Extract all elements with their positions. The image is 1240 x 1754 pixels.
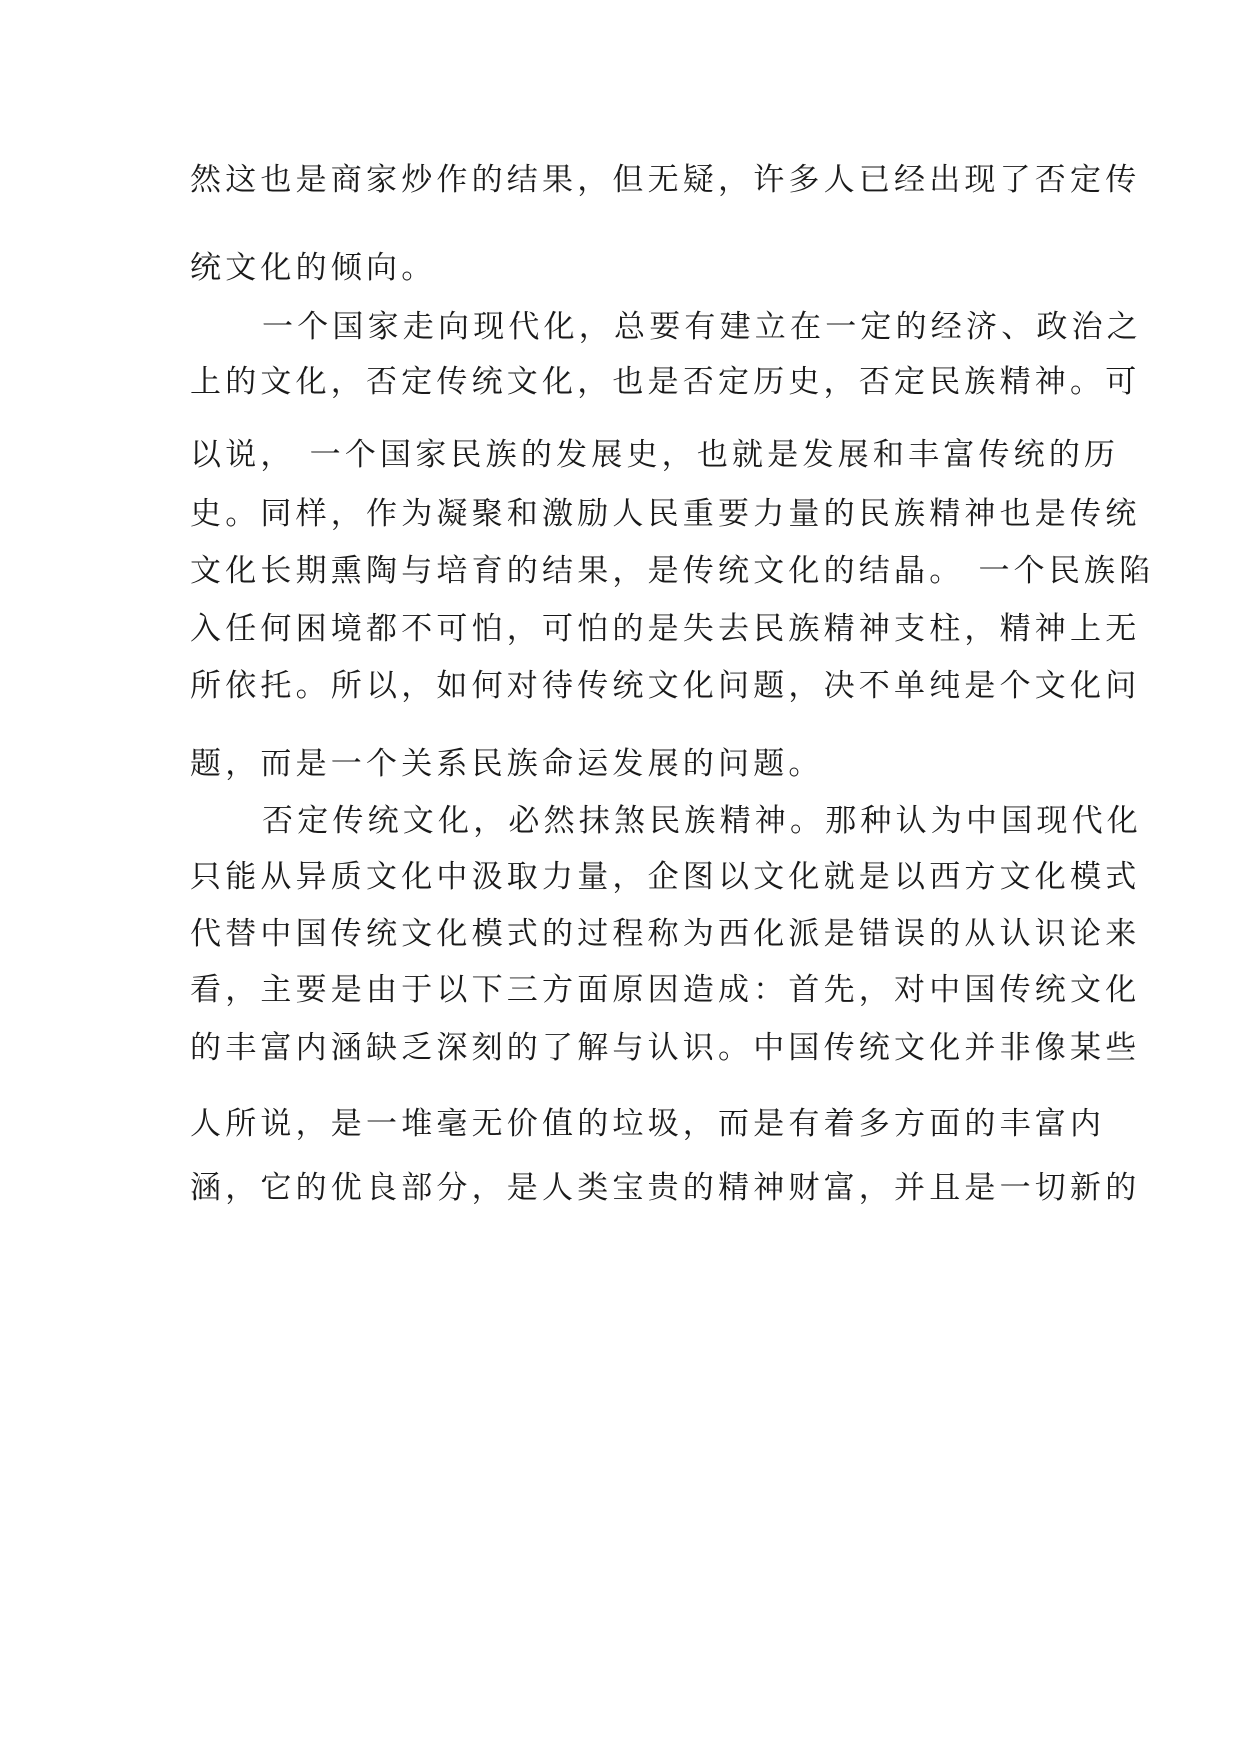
text-line: 史。同样，作为凝聚和激励人民重要力量的民族精神也是传统 [190, 496, 1141, 532]
text-line: 统文化的倾向。 [190, 250, 437, 286]
text-line: 看，主要是由于以下三方面原因造成：首先，对中国传统文化 [190, 972, 1141, 1008]
text-line: 然这也是商家炒作的结果，但无疑，许多人已经出现了否定传 [190, 162, 1141, 198]
text-line: 入任何困境都不可怕，可怕的是失去民族精神支柱，精神上无 [190, 611, 1141, 647]
text-line: 只能从异质文化中汲取力量，企图以文化就是以西方文化模式 [190, 859, 1141, 895]
text-line: 一个国家走向现代化，总要有建立在一定的经济、政治之 [262, 309, 1142, 345]
text-line: 涵，它的优良部分，是人类宝贵的精神财富，并且是一切新的 [190, 1170, 1141, 1206]
text-line: 否定传统文化，必然抹煞民族精神。那种认为中国现代化 [262, 803, 1142, 839]
text-line: 的丰富内涵缺乏深刻的了解与认识。中国传统文化并非像某些 [190, 1030, 1141, 1066]
text-line: 所依托。所以，如何对待传统文化问题，决不单纯是个文化问 [190, 668, 1141, 704]
text-line: 以说， 一个国家民族的发展史，也就是发展和丰富传统的历 [190, 437, 1120, 473]
text-line: 题，而是一个关系民族命运发展的问题。 [190, 746, 824, 782]
text-line: 人所说，是一堆毫无价值的垃圾，而是有着多方面的丰富内 [190, 1106, 1106, 1142]
text-line: 文化长期熏陶与培育的结果，是传统文化的结晶。 一个民族陷 [190, 553, 1155, 589]
text-line: 上的文化，否定传统文化，也是否定历史，否定民族精神。可 [190, 364, 1141, 400]
text-line: 代替中国传统文化模式的过程称为西化派是错误的从认识论来 [190, 916, 1141, 952]
